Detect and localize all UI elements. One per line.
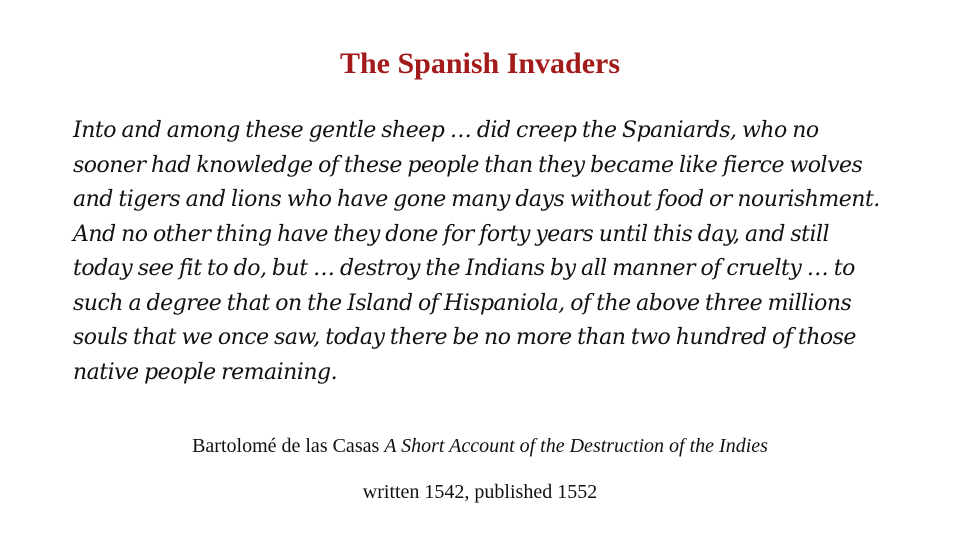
quote-text: Into and among these gentle sheep … did creep the Spaniards, who no sooner had knowledge of these people than they became like fierce wolves and tigers and lions who have gone many days without food or nourishment. And no other thing have they done for forty years until this day, and still today see fit to do, but … destroy the Indians by all manner of cruelty … to such a degree that on the Island of Hispaniola, of the above three millions souls that we once saw, today there be no more than two hundred of those native people remaining. xyxy=(73,118,880,385)
attribution xyxy=(0,434,960,458)
work-title: A Short Account of the Destruction of the Indies xyxy=(384,435,768,457)
publication-dates: written 1542, published 1552 xyxy=(362,481,598,503)
author-name: Bartolomé de las Casas xyxy=(192,435,380,457)
slide-title: The Spanish Invaders xyxy=(339,47,621,80)
